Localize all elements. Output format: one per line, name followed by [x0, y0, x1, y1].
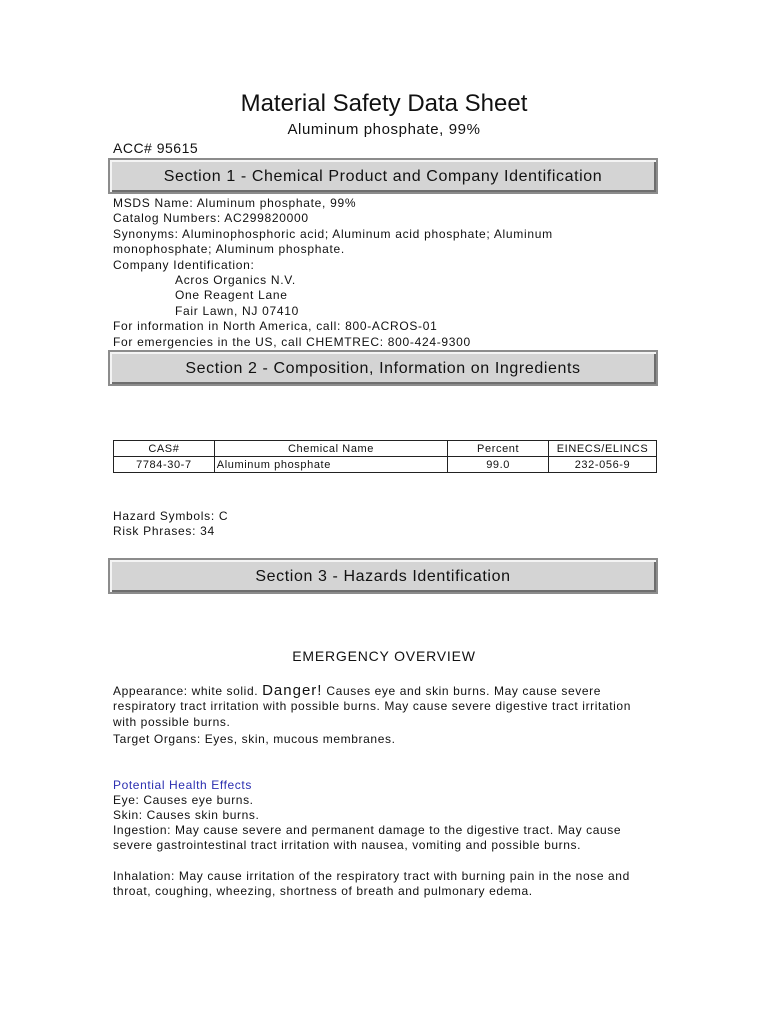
danger-label: Danger! — [262, 682, 323, 699]
company-city: Fair Lawn, NJ 07410 — [175, 303, 300, 318]
appearance-detail: Causes eye and skin burns. May cause severe respiratory tract irritation with possible burns. May cause severe digestive tract irritation with possible burns. — [113, 684, 631, 729]
inhalation-effects: Inhalation: May cause irritation of the respiratory tract with burning pain in the nose and throat, coughing, wheezing, shortness of breath and pulmonary edema. — [113, 869, 630, 899]
document-title: Material Safety Data Sheet — [240, 90, 528, 117]
eye-effects: Eye: Causes eye burns. — [113, 793, 254, 807]
synonyms-line-2: monophosphate; Aluminum phosphate. — [113, 242, 345, 257]
risk-phrases: Risk Phrases: 34 — [113, 524, 215, 539]
potential-health-effects-heading: Potential Health Effects — [113, 778, 252, 792]
company-identification-label: Company Identification: — [113, 257, 255, 272]
company-street: One Reagent Lane — [175, 288, 288, 303]
column-header: Percent — [448, 441, 549, 457]
info-north-america: For information in North America, call: 800-ACROS-01 — [113, 319, 438, 334]
table-header-row — [114, 441, 657, 457]
cas-cell: 7784-30-7 — [114, 457, 215, 473]
emergency-overview-title: EMERGENCY OVERVIEW — [292, 648, 476, 664]
section-2-label: Section 2 - Composition, Information on Ingredients — [185, 360, 581, 377]
appearance-intro: Appearance: white solid. — [113, 684, 259, 698]
hazard-codes — [113, 509, 648, 540]
einecs-cell: 232-056-9 — [549, 457, 657, 473]
hazard-symbols: Hazard Symbols: C — [113, 509, 229, 523]
percent-cell: 99.0 — [448, 457, 549, 473]
section-1-label: Section 1 - Chemical Product and Company Identification — [163, 168, 603, 185]
appearance-paragraph — [113, 683, 643, 730]
section-3-header — [108, 558, 658, 594]
section-1-header — [108, 158, 658, 194]
section-3-label: Section 3 - Hazards Identification — [255, 568, 511, 585]
column-header: CAS# — [114, 441, 215, 457]
acc-number: ACC# 95615 — [113, 140, 199, 156]
ingestion-effects: Ingestion: May cause severe and permanent damage to the digestive tract. May cause severe gastrointestinal tract irritation with nausea, vomiting and possible burns. — [113, 823, 622, 853]
product-subtitle: Aluminum phosphate, 99% — [287, 121, 481, 138]
skin-effects: Skin: Causes skin burns. — [113, 808, 260, 822]
section-2-header — [108, 350, 658, 386]
company-name: Acros Organics N.V. — [175, 273, 296, 288]
column-header: EINECS/ELINCS — [549, 441, 657, 457]
msds-name: MSDS Name: Aluminum phosphate, 99% — [113, 196, 357, 210]
catalog-numbers: Catalog Numbers: AC299820000 — [113, 211, 309, 226]
chemical-name-cell: Aluminum phosphate — [214, 457, 447, 473]
table-row — [114, 457, 657, 473]
emergency-phone: For emergencies in the US, call CHEMTREC: 800-424-9300 — [113, 334, 471, 349]
ingredients-table — [113, 440, 657, 473]
target-organs: Target Organs: Eyes, skin, mucous membranes. — [113, 732, 396, 746]
synonyms-line-1: Synonyms: Aluminophosphoric acid; Aluminum acid phosphate; Aluminum — [113, 226, 553, 241]
column-header: Chemical Name — [214, 441, 447, 457]
section-1-body — [113, 196, 648, 350]
